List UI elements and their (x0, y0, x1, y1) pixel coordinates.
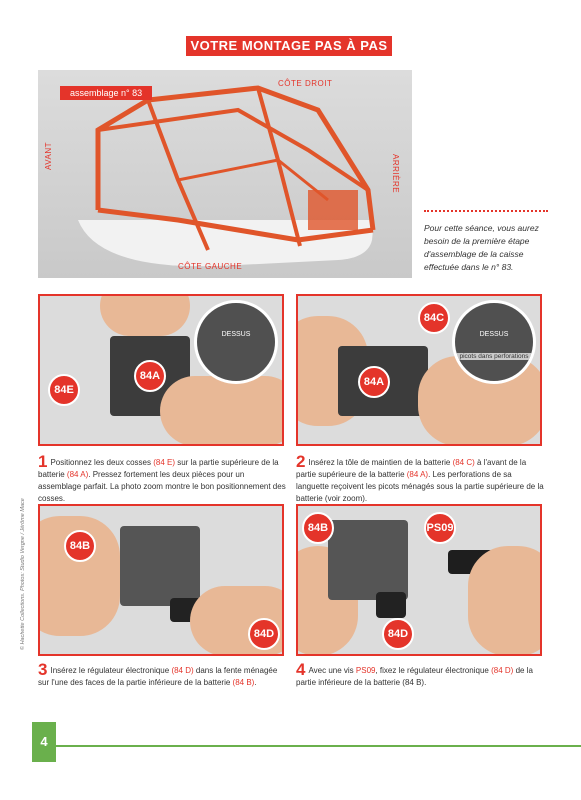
battery-bottom-part (328, 520, 408, 600)
step-text: dans la fente ménagée sur l'une des faces de la partie inférieure de la batterie (38, 666, 278, 687)
step-text: de la partie inférieure de la batterie (84 B). (296, 666, 533, 687)
part-reference: PS09 (355, 666, 376, 675)
step-number: 3 (38, 660, 48, 679)
part-reference: (84 E) (153, 458, 175, 467)
step-text: Avec une vis (308, 666, 356, 675)
step-text: . Pressez fortement les deux pièces pour un assemblage parfait. La photo zoom montre le bon positionnement des cosses. (38, 470, 286, 503)
page-title: VOTRE MONTAGE PAS À PAS (186, 36, 392, 56)
step-number: 2 (296, 452, 306, 471)
part-tag-84a: 84A (358, 366, 390, 398)
part-reference: (84 A) (406, 470, 429, 479)
step-text: . Les perforations de sa languette reçoivent les picots ménagés sous la partie supérieure de la batterie (voir zoom). (296, 470, 544, 503)
zoom-label-dessus: DESSUS (479, 331, 509, 338)
part-tag-84b: 84B (302, 512, 334, 544)
step-number: 4 (296, 660, 306, 679)
step-number: 1 (38, 452, 48, 471)
footer-rule (56, 745, 581, 747)
part-tag-84a: 84A (134, 360, 166, 392)
step-4-text (296, 660, 544, 689)
part-tag-84d: 84D (248, 618, 280, 650)
photo-credit: © Hachette Collections. Photos: Studio Vergne / Jérôme Mace (20, 498, 26, 650)
part-reference: (84 C) (452, 458, 475, 467)
zoom-circle (452, 300, 536, 384)
part-reference: (84 B) (232, 678, 255, 687)
step-2-text (296, 452, 544, 505)
page-number: 4 (32, 722, 56, 762)
label-right-side: CÔTE DROIT (278, 79, 333, 88)
step-text: , fixez le régulateur électronique (375, 666, 492, 675)
electronic-regulator (376, 592, 406, 618)
part-reference: (84 A) (66, 470, 89, 479)
zoom-note-picots: picots dans perforations (455, 353, 533, 360)
part-tag-84c: 84C (418, 302, 450, 334)
label-back: ARRIÈRE (391, 154, 400, 194)
part-tag-ps09: PS09 (424, 512, 456, 544)
zoom-circle (194, 300, 278, 384)
hero-image (38, 70, 412, 278)
step-3-photo (38, 504, 284, 656)
hand (160, 376, 284, 446)
step-text: sur la partie supérieure de la batterie (38, 458, 279, 479)
label-left-side: CÔTE GAUCHE (178, 262, 243, 271)
step-2-photo (296, 294, 542, 446)
battery-bottom-part (120, 526, 200, 606)
step-text: à l'avant de la partie supérieure de la batterie (296, 458, 527, 479)
step-1-photo (38, 294, 284, 446)
step-text: Insérez la tôle de maintien de la batterie (308, 458, 453, 467)
part-reference: (84 D) (491, 666, 514, 675)
step-3-text (38, 660, 288, 689)
dotted-divider (424, 210, 548, 212)
part-tag-84d: 84D (382, 618, 414, 650)
step-text: Positionnez les deux cosses (50, 458, 154, 467)
intro-note: Pour cette séance, vous aurez besoin de la première étape d'assemblage de la caisse effectuée dans le n° 83. (424, 223, 539, 272)
label-front: AVANT (44, 142, 53, 170)
step-text: Insérez le régulateur électronique (50, 666, 172, 675)
car-body-frame-illustration (38, 70, 412, 278)
step-1-text (38, 452, 288, 505)
assembly-badge: assemblage n° 83 (60, 86, 152, 100)
step-4-photo (296, 504, 542, 656)
part-tag-84b: 84B (64, 530, 96, 562)
part-tag-84e: 84E (48, 374, 80, 406)
hand (100, 294, 190, 336)
zoom-label-dessus: DESSUS (221, 331, 251, 338)
hand (468, 546, 542, 656)
step-text: . (254, 678, 257, 687)
part-reference: (84 D) (171, 666, 194, 675)
